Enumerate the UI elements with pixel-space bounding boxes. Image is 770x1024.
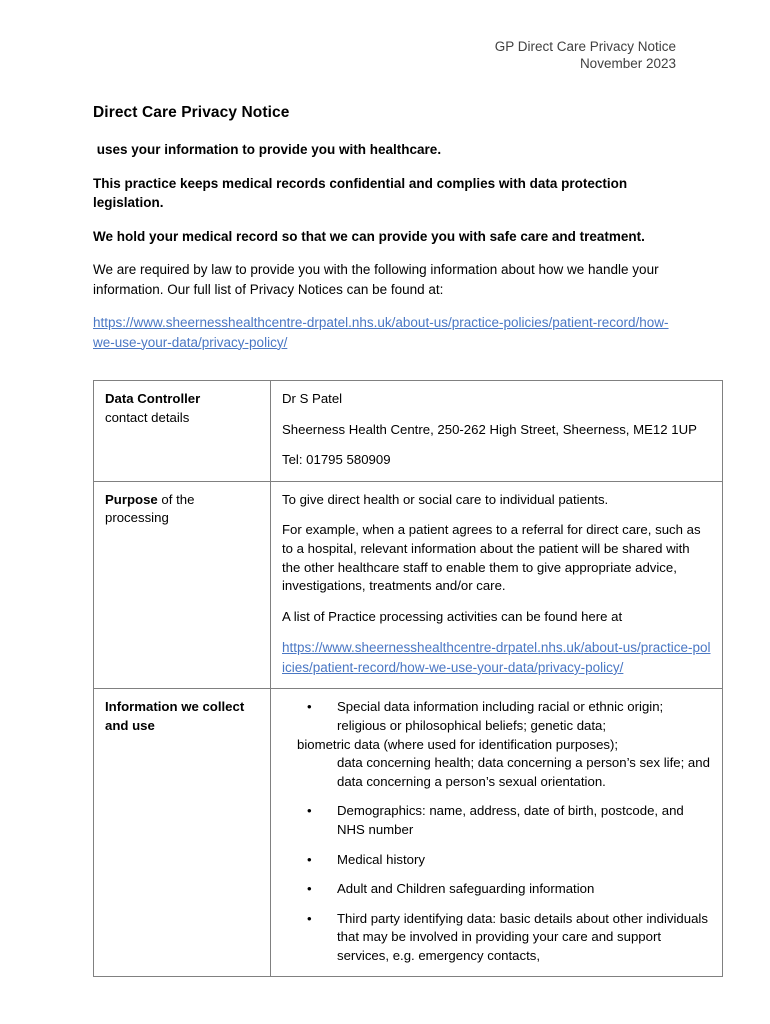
purpose-activities-intro: A list of Practice processing activities can be found here at — [282, 608, 623, 624]
table-row — [94, 689, 723, 977]
table-row — [94, 481, 723, 689]
privacy-policy-link-main[interactable]: https://www.sheernesshealthcentre-drpatel.nhs.uk/about-us/practice-policies/patient-record/how-we-use-your-data/privacy-policy/ — [93, 315, 669, 350]
bullet-icon: • — [307, 910, 312, 926]
row-content-purpose — [271, 481, 723, 689]
list-item — [282, 698, 711, 791]
row-label-data-controller — [94, 381, 271, 482]
privacy-policy-link-table[interactable]: https://www.sheernesshealthcentre-drpatel.nhs.uk/about-us/practice-policies/patient-record/how-we-use-your-data/privacy-policy/ — [282, 640, 711, 675]
label-bold-text: Purpose — [105, 491, 158, 507]
list-item — [282, 880, 711, 899]
bullet-icon: • — [307, 699, 312, 715]
header-line-date: November 2023 — [579, 56, 676, 71]
purpose-example: For example, when a patient agrees to a referral for direct care, such as to a hospital, relevant information about the patient will be shared with the other healthcare staff to enable them to give appropriate advice, investigations, treatments and/or care. — [282, 522, 701, 594]
bullet-text: Adult and Children safeguarding information — [337, 881, 595, 897]
privacy-information-table — [93, 380, 723, 977]
lead-paragraph-1: uses your information to provide you with healthcare. — [93, 142, 442, 157]
bullet-icon: • — [307, 881, 312, 897]
document-body — [93, 104, 676, 352]
bullet-text-part-b: biometric data (where used for identification purposes); — [297, 736, 619, 752]
label-normal-text: contact details — [105, 409, 190, 425]
bullet-text-part-a: Special data information including racial or ethnic origin; religious or philosophical beliefs; genetic data; — [337, 699, 664, 733]
lead-paragraph-3: We hold your medical record so that we can provide you with safe care and treatment. — [93, 228, 645, 244]
page-title: Direct Care Privacy Notice — [93, 104, 290, 121]
controller-address: Sheerness Health Centre, 250-262 High Street, Sheerness, ME12 1UP — [282, 421, 697, 437]
label-bold-text: Data Controller — [105, 391, 201, 406]
row-label-information-collected — [94, 689, 271, 977]
header-line-title: GP Direct Care Privacy Notice — [494, 39, 676, 54]
running-header — [93, 38, 676, 72]
bullet-icon: • — [307, 803, 312, 819]
table-row — [94, 381, 723, 482]
intro-paragraph: We are required by law to provide you with the following information about how we handle your information. Our full list of Privacy Notices can be found at: — [93, 262, 659, 297]
purpose-statement: To give direct health or social care to individual patients. — [282, 491, 609, 507]
information-bullet-list — [282, 698, 711, 965]
bullet-text-part-c: data concerning health; data concerning a person’s sex life; and data concerning a person’s sexual orientation. — [337, 755, 710, 789]
lead-paragraph-2: This practice keeps medical records confidential and complies with data protection legislation. — [93, 175, 631, 210]
list-item — [282, 802, 711, 839]
row-content-information-collected — [271, 689, 723, 977]
controller-name: Dr S Patel — [282, 391, 343, 406]
list-item — [282, 851, 711, 870]
row-label-purpose — [94, 481, 271, 689]
bullet-text: Third party identifying data: basic details about other individuals that may be involved in providing your care and support services, e.g. emergency contacts, — [337, 910, 708, 963]
bullet-icon: • — [307, 851, 312, 867]
row-content-data-controller — [271, 381, 723, 482]
bullet-text: Medical history — [337, 851, 425, 867]
label-bold-text: Information we collect and use — [105, 699, 245, 733]
controller-telephone: Tel: 01795 580909 — [282, 452, 391, 468]
label-normal-text: of the processing — [105, 491, 195, 526]
bullet-text: Demographics: name, address, date of birth, postcode, and NHS number — [337, 803, 684, 837]
list-item — [282, 910, 711, 966]
